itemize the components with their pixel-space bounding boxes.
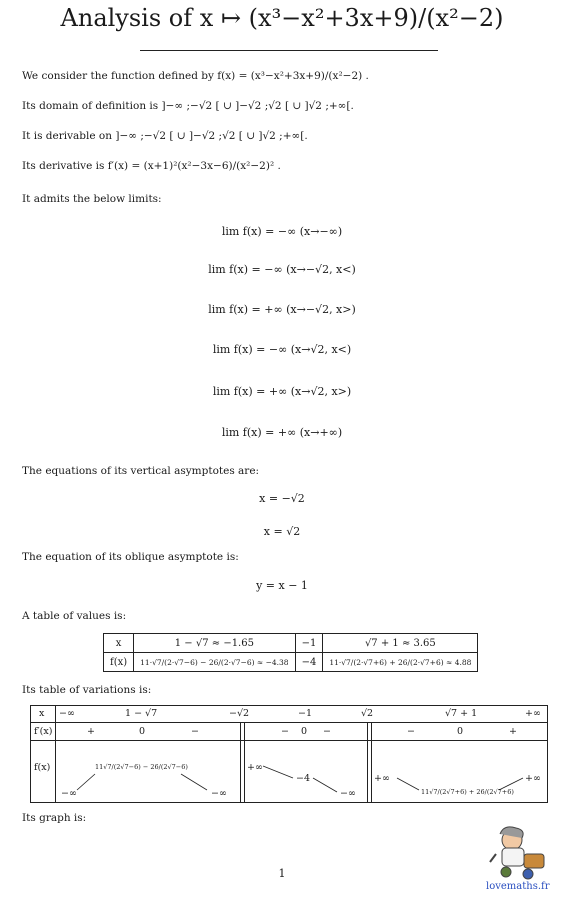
f-value: −∞ bbox=[61, 788, 77, 799]
title-underline bbox=[140, 50, 438, 51]
limits-intro: It admits the below limits: bbox=[22, 193, 162, 205]
arrow-down bbox=[263, 766, 293, 778]
vertical-asymptote-1: x = −√2 bbox=[259, 492, 305, 505]
values-table-intro: A table of values is: bbox=[22, 610, 127, 622]
vertical-asymptote-2: x = √2 bbox=[263, 525, 301, 538]
values-cell: −1 bbox=[295, 634, 323, 653]
x-point: √7 + 1 bbox=[445, 708, 478, 719]
limit-4: lim f(x) = −∞ (x→√2, x<) bbox=[212, 343, 352, 356]
x-point: −∞ bbox=[59, 708, 75, 719]
f-value: +∞ bbox=[247, 762, 263, 773]
values-table bbox=[103, 633, 478, 672]
sign-cell: − bbox=[407, 726, 415, 737]
f-value: +∞ bbox=[525, 773, 541, 784]
variations-f-label: f(x) bbox=[34, 762, 51, 773]
arrow-up bbox=[77, 774, 95, 790]
arrow-down bbox=[181, 774, 207, 790]
values-cell: 1 − √7 ≈ −1.65 bbox=[134, 634, 295, 653]
page-title: Analysis of x ↦ (x³−x²+3x+9)/(x²−2) bbox=[60, 4, 504, 32]
limit-6: lim f(x) = +∞ (x→+∞) bbox=[221, 426, 343, 439]
variations-intro: Its table of variations is: bbox=[22, 684, 152, 696]
values-row-f bbox=[104, 653, 478, 672]
vertical-asymptotes-intro: The equations of its vertical asymptotes are: bbox=[22, 465, 260, 477]
sign-cell: + bbox=[87, 726, 95, 737]
graph-intro: Its graph is: bbox=[22, 812, 87, 824]
sign-cell: − bbox=[323, 726, 331, 737]
derivable-sentence: It is derivable on ]−∞ ;−√2 [ ∪ ]−√2 ;√2 [ ∪ ]√2 ;+∞[. bbox=[22, 130, 308, 142]
scientist-mascot-icon bbox=[486, 824, 550, 880]
sign-cell: − bbox=[281, 726, 289, 737]
values-cell: 11·√7/(2·√7−6) − 26/(2·√7−6) ≈ −4.38 bbox=[134, 653, 295, 672]
variations-table bbox=[30, 705, 548, 803]
f-value: 11√7/(2√7+6) + 26/(2√7+6) bbox=[421, 788, 514, 796]
arrow-down bbox=[313, 778, 337, 792]
limit-1: lim f(x) = −∞ (x→−∞) bbox=[221, 225, 343, 238]
sign-cell: 0 bbox=[457, 726, 464, 737]
arrow-up bbox=[499, 778, 523, 790]
x-point: √2 bbox=[361, 708, 374, 719]
domain-sentence: Its domain of definition is ]−∞ ;−√2 [ ∪ ]−√2 ;√2 [ ∪ ]√2 ;+∞[. bbox=[22, 100, 354, 112]
sign-cell: 0 bbox=[301, 726, 308, 737]
values-cell: √7 + 1 ≈ 3.65 bbox=[323, 634, 478, 653]
values-cell: 11·√7/(2·√7+6) + 26/(2·√7+6) ≈ 4.88 bbox=[323, 653, 478, 672]
site-link[interactable]: lovemaths.fr bbox=[486, 881, 550, 892]
f-value: 11√7/(2√7−6) − 26/(2√7−6) bbox=[95, 763, 188, 771]
f-value: −∞ bbox=[340, 788, 356, 799]
x-point: −√2 bbox=[229, 708, 250, 719]
limit-3: lim f(x) = +∞ (x→−√2, x>) bbox=[208, 303, 356, 316]
intro-sentence: We consider the function defined by f(x) = (x³−x²+3x+9)/(x²−2) . bbox=[22, 70, 369, 82]
derivative-sentence: Its derivative is f′(x) = (x+1)²(x²−3x−6)/(x²−2)² . bbox=[22, 160, 281, 172]
values-cell: −4 bbox=[295, 653, 323, 672]
page-number: 1 bbox=[278, 867, 286, 880]
arrow-down bbox=[397, 778, 419, 790]
limit-5: lim f(x) = +∞ (x→√2, x>) bbox=[212, 385, 352, 398]
sign-cell: 0 bbox=[139, 726, 146, 737]
x-point: −1 bbox=[298, 708, 313, 719]
f-value: −4 bbox=[296, 773, 311, 784]
values-row-x bbox=[104, 634, 478, 653]
variations-fprime-label: f′(x) bbox=[34, 726, 53, 737]
variation-arrows bbox=[31, 706, 547, 802]
values-cell: f(x) bbox=[104, 653, 134, 672]
variations-x-label: x bbox=[39, 708, 45, 719]
f-value: +∞ bbox=[374, 773, 390, 784]
sign-cell: − bbox=[191, 726, 199, 737]
oblique-asymptote-intro: The equation of its oblique asymptote is: bbox=[22, 551, 239, 563]
x-point: +∞ bbox=[525, 708, 541, 719]
limit-2: lim f(x) = −∞ (x→−√2, x<) bbox=[208, 263, 356, 276]
oblique-asymptote: y = x − 1 bbox=[256, 579, 308, 592]
f-value: −∞ bbox=[211, 788, 227, 799]
x-point: 1 − √7 bbox=[125, 708, 158, 719]
values-cell: x bbox=[104, 634, 134, 653]
sign-cell: + bbox=[509, 726, 517, 737]
